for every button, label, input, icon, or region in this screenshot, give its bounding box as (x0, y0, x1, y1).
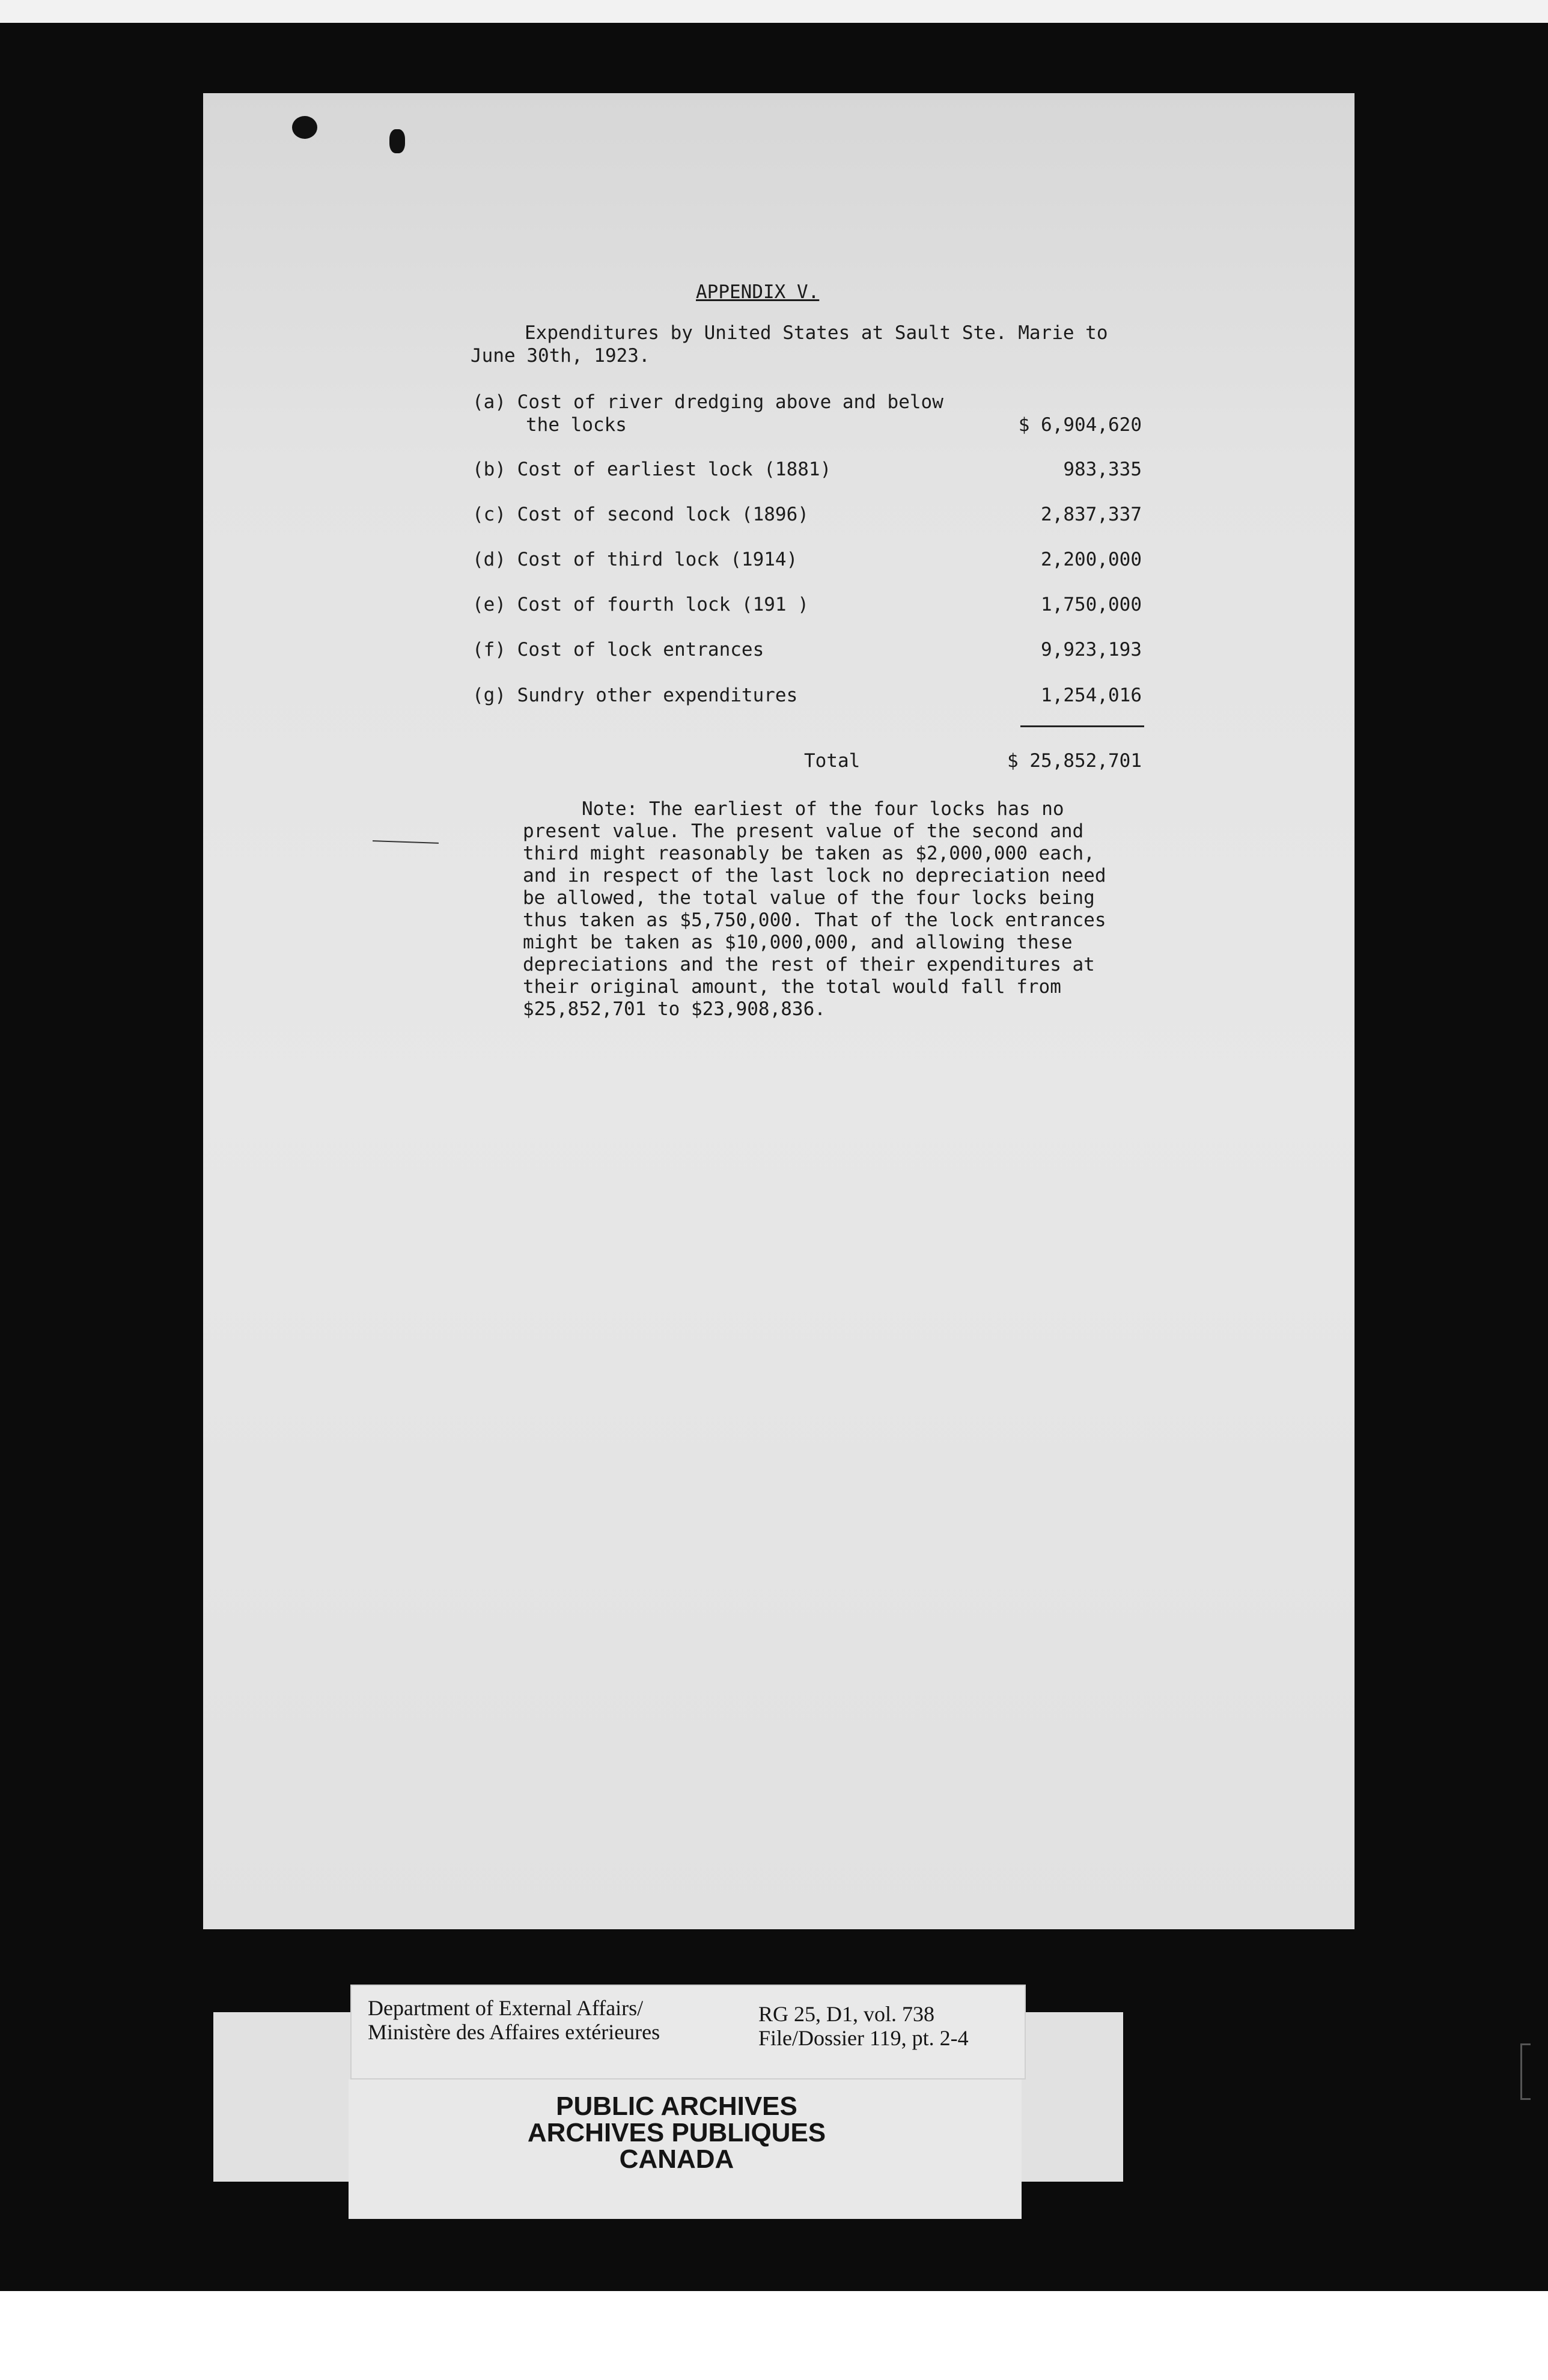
appendix-title: APPENDIX V. (696, 281, 820, 303)
intro-line: Expenditures by United States at Sault Ste. Marie to (525, 322, 1108, 344)
total-rule (1020, 725, 1144, 727)
note-line: might be taken as $10,000,000, and allowing these (523, 932, 1073, 953)
expenditure-amount-e: 1,750,000 (1041, 594, 1142, 615)
expenditure-label-g: (g) Sundry other expenditures (472, 685, 798, 706)
expenditure-label-e: (e) Cost of fourth lock (191 ) (472, 594, 809, 615)
expenditure-label-d: (d) Cost of third lock (1914) (472, 549, 798, 570)
note-line: third might reasonably be taken as $2,000,000 each, (523, 843, 1095, 864)
expenditure-amount-f: 9,923,193 (1041, 639, 1142, 661)
department-name: Department of External Affairs/ (368, 1996, 644, 2020)
note-line: be allowed, the total value of the four locks being (523, 887, 1095, 909)
ink-blot (292, 116, 317, 139)
expenditure-label-c: (c) Cost of second lock (1896) (472, 504, 809, 525)
ink-blot (389, 129, 405, 153)
expenditure-amount-d: 2,200,000 (1041, 549, 1142, 570)
archive-stamp-line: PUBLIC ARCHIVES (556, 2092, 797, 2121)
expenditure-label-b: (b) Cost of earliest lock (1881) (472, 459, 832, 480)
total-label: Total (804, 750, 861, 772)
film-edge-mark (1520, 2043, 1531, 2100)
archive-stamp-line: CANADA (619, 2144, 734, 2174)
note-line: depreciations and the rest of their expenditures at (523, 954, 1095, 975)
department-name-fr: Ministère des Affaires extérieures (368, 2020, 660, 2044)
top-margin (0, 0, 1548, 23)
margin-pencil-mark (373, 840, 439, 844)
total-amount: $ 25,852,701 (1007, 750, 1142, 772)
expenditure-amount-b: 983,335 (1063, 459, 1142, 480)
intro-line: June 30th, 1923. (471, 345, 650, 367)
expenditure-amount-g: 1,254,016 (1041, 685, 1142, 706)
note-line: Note: The earliest of the four locks has no (582, 798, 1064, 820)
record-group-reference: RG 25, D1, vol. 738 (758, 2002, 935, 2026)
document-page (203, 93, 1355, 1929)
expenditure-label-a-cont: the locks (526, 414, 627, 436)
expenditure-label-a: (a) Cost of river dredging above and below (472, 391, 943, 413)
note-line: thus taken as $5,750,000. That of the lock entrances (523, 909, 1106, 931)
expenditure-amount-a: $ 6,904,620 (1018, 414, 1142, 436)
archive-stamp-line: ARCHIVES PUBLIQUES (527, 2118, 826, 2147)
note-line: and in respect of the last lock no depreciation need (523, 865, 1106, 886)
expenditure-label-f: (f) Cost of lock entrances (472, 639, 764, 661)
note-line: present value. The present value of the second and (523, 820, 1084, 842)
note-line: their original amount, the total would fall from (523, 976, 1061, 998)
note-line: $25,852,701 to $23,908,836. (523, 998, 826, 1020)
file-reference: File/Dossier 119, pt. 2-4 (758, 2026, 969, 2050)
expenditure-amount-c: 2,837,337 (1041, 504, 1142, 525)
